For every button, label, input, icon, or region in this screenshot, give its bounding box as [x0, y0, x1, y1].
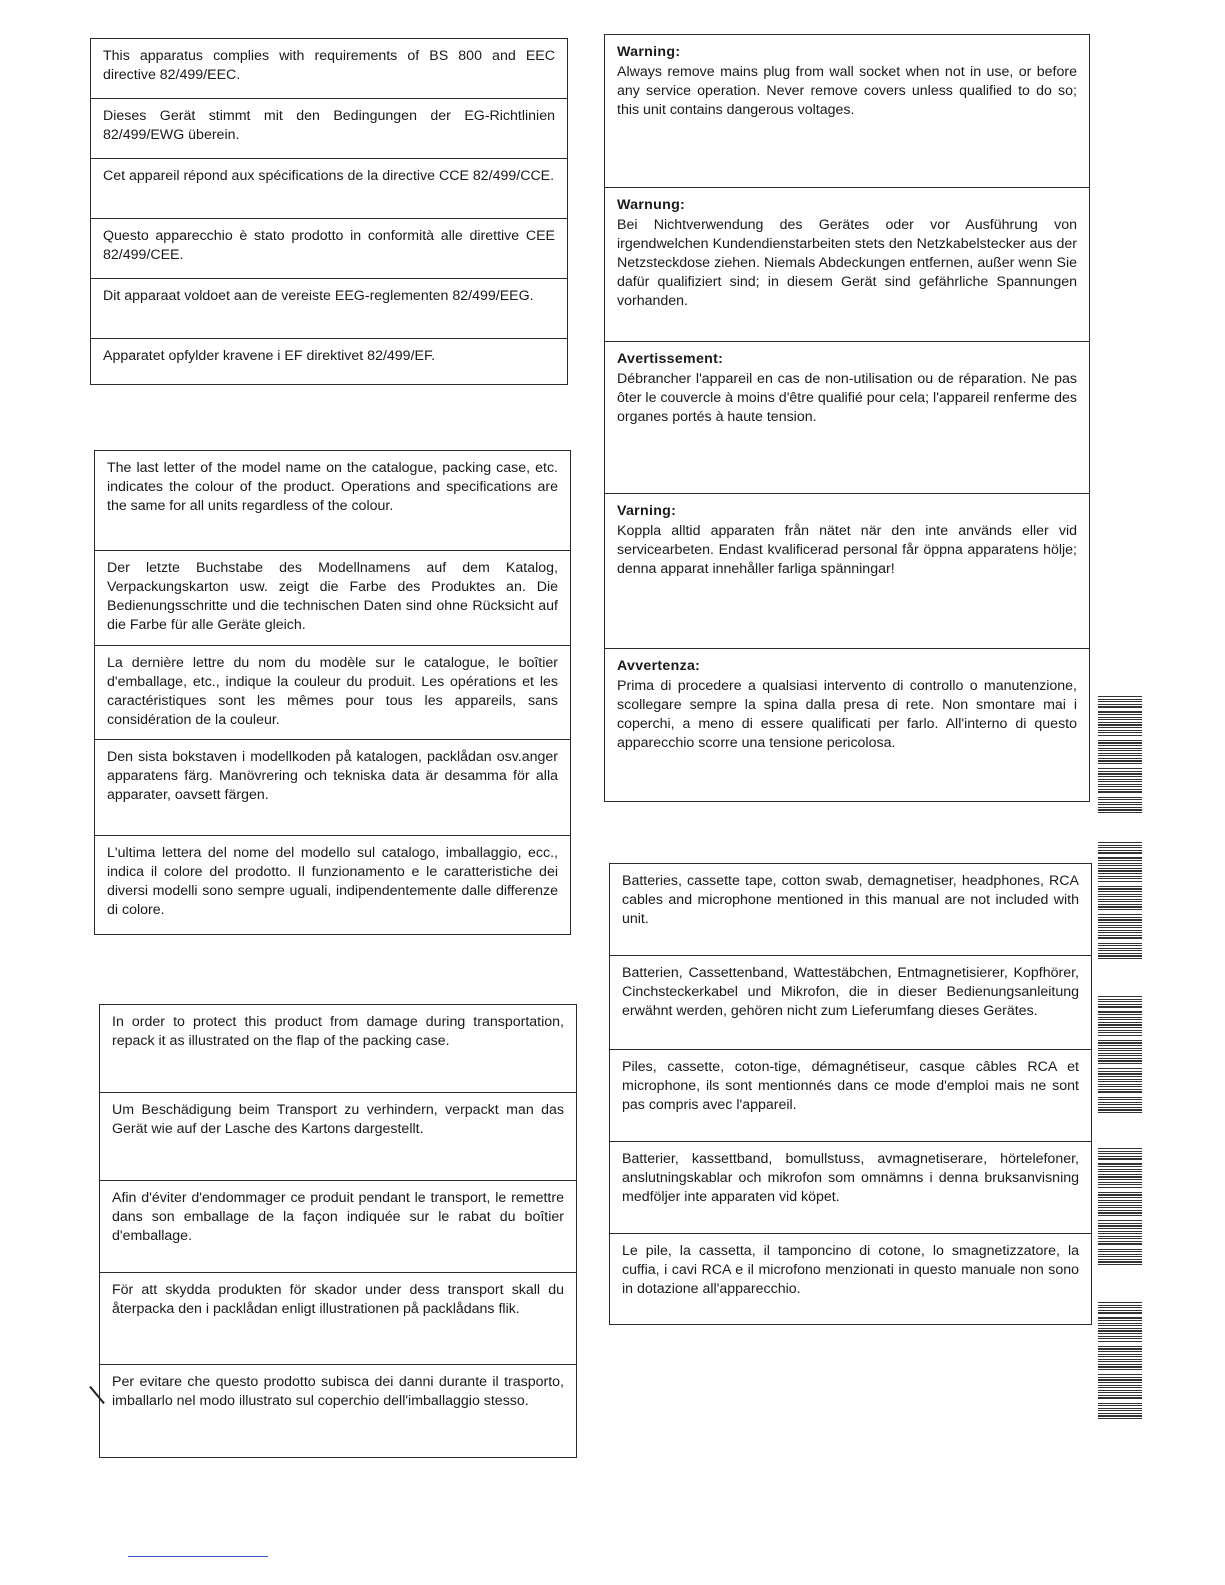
edge-bar-line: [1098, 1158, 1142, 1159]
edge-bar-line: [1098, 696, 1142, 697]
edge-bar-line: [1098, 996, 1142, 997]
edge-bar-line: [1098, 1238, 1142, 1239]
edge-bar-line: [1098, 1169, 1142, 1170]
edge-bar-line: [1098, 766, 1142, 767]
edge-bar-line: [1098, 950, 1142, 951]
edge-bar-line: [1098, 1179, 1142, 1180]
edge-bar-line: [1098, 860, 1142, 861]
edge-bar-line: [1098, 1249, 1142, 1250]
edge-bar-line: [1098, 1390, 1142, 1391]
edge-bar-line: [1098, 1320, 1142, 1321]
edge-bar-line: [1098, 1024, 1142, 1025]
edge-bar-line: [1098, 1009, 1142, 1010]
edge-bar-line: [1098, 1156, 1142, 1157]
edge-bar-line: [1098, 955, 1142, 956]
edge-bar-line: [1098, 1210, 1142, 1211]
edge-bar-line: [1098, 935, 1142, 936]
edge-bar-line: [1098, 891, 1142, 892]
edge-bar-line: [1098, 948, 1142, 949]
edge-bar-line: [1098, 881, 1142, 882]
compliance-it: Questo apparecchio è stato prodotto in conformità alle direttive CEE 82/499/CEE.: [91, 219, 567, 279]
edge-bar-line: [1098, 732, 1142, 733]
edge-bar-line: [1098, 1099, 1142, 1100]
edge-bar-line: [1098, 784, 1142, 785]
edge-bar-line: [1098, 1060, 1142, 1061]
edge-bar-line: [1098, 1302, 1142, 1303]
edge-bar-line: [1098, 876, 1142, 877]
edge-bar-line: [1098, 930, 1142, 931]
edge-bar-line: [1098, 1171, 1142, 1172]
compliance-de: Dieses Gerät stimmt mit den Bedingungen der EG-Richtlinien 82/499/EWG überein.: [91, 99, 567, 159]
transport-fr: Afin d'éviter d'endommager ce produit pendant le transport, le remettre dans son emballage de la façon indiquée sur le rabat du boîtier d'emballage.: [100, 1181, 576, 1273]
edge-bar-line: [1098, 1359, 1142, 1360]
edge-bar-line: [1098, 1382, 1142, 1383]
edge-bar-line: [1098, 1310, 1142, 1311]
edge-bar-line: [1098, 870, 1142, 871]
compliance-box: [90, 38, 568, 385]
edge-index-bars-5: [1098, 1302, 1142, 1421]
edge-bar-line: [1098, 1200, 1142, 1201]
edge-bar-line: [1098, 1189, 1142, 1190]
edge-bar-line: [1098, 1073, 1142, 1074]
warning-sv: Varning: Koppla alltid apparaten från nätet när den inte används eller vid servicearbeten. Endast kvalificerad personal får öppna apparatens hölje; denna apparat innehåller farliga spänningar!: [605, 494, 1089, 649]
edge-bar-line: [1098, 1102, 1142, 1103]
edge-bar-line: [1098, 1153, 1142, 1154]
edge-bar-line: [1098, 1336, 1142, 1337]
edge-bar-line: [1098, 865, 1142, 866]
edge-bar-line: [1098, 1112, 1142, 1113]
edge-bar-line: [1098, 714, 1142, 715]
compliance-fr: Cet appareil répond aux spécifications de la directive CCE 82/499/CCE.: [91, 159, 567, 219]
edge-bar-line: [1098, 750, 1142, 751]
edge-bar-line: [1098, 1212, 1142, 1213]
edge-bar-line: [1098, 1400, 1142, 1401]
edge-index-bars-1: [1098, 696, 1142, 815]
edge-bar-line: [1098, 1254, 1142, 1255]
edge-bar-line: [1098, 748, 1142, 749]
edge-bar-line: [1098, 855, 1142, 856]
edge-bar-line: [1098, 1225, 1142, 1226]
edge-bar-line: [1098, 1223, 1142, 1224]
edge-bar-line: [1098, 802, 1142, 803]
edge-bar-line: [1098, 1343, 1142, 1344]
edge-bar-line: [1098, 1104, 1142, 1105]
edge-bar-line: [1098, 1379, 1142, 1380]
edge-bar-line: [1098, 1215, 1142, 1216]
edge-bar-line: [1098, 1081, 1142, 1082]
edge-bar-line: [1098, 1207, 1142, 1208]
edge-index-bars-3: [1098, 996, 1142, 1115]
edge-bar-line: [1098, 943, 1142, 944]
edge-bar-line: [1098, 894, 1142, 895]
edge-bar-line: [1098, 1053, 1142, 1054]
edge-bar-line: [1098, 1035, 1142, 1036]
edge-bar-line: [1098, 1042, 1142, 1043]
edge-bar-line: [1098, 1048, 1142, 1049]
edge-bar-line: [1098, 1205, 1142, 1206]
edge-bar-line: [1098, 724, 1142, 725]
edge-bar-line: [1098, 699, 1142, 700]
edge-bar-line: [1098, 1325, 1142, 1326]
edge-bar-line: [1098, 745, 1142, 746]
edge-bar-line: [1098, 1243, 1142, 1244]
edge-bar-line: [1098, 1356, 1142, 1357]
edge-bar-line: [1098, 1351, 1142, 1352]
edge-bar-line: [1098, 758, 1142, 759]
edge-bar-line: [1098, 1246, 1142, 1247]
edge-bar-line: [1098, 1330, 1142, 1331]
edge-bar-line: [1098, 1374, 1142, 1375]
edge-bar-line: [1098, 1192, 1142, 1193]
edge-bar-line: [1098, 1058, 1142, 1059]
edge-bar-line: [1098, 847, 1142, 848]
transport-box: [99, 1004, 577, 1458]
edge-bar-line: [1098, 1063, 1142, 1064]
edge-bar-line: [1098, 1385, 1142, 1386]
edge-bar-line: [1098, 1076, 1142, 1077]
edge-bar-line: [1098, 1312, 1142, 1313]
bottom-rule: [128, 1556, 268, 1557]
edge-bar-line: [1098, 1251, 1142, 1252]
edge-bar-line: [1098, 1408, 1142, 1409]
accessories-box: [609, 863, 1092, 1325]
edge-bar-line: [1098, 1030, 1142, 1031]
edge-bar-line: [1098, 1027, 1142, 1028]
edge-bar-line: [1098, 1413, 1142, 1414]
edge-bar-line: [1098, 1387, 1142, 1388]
edge-bar-line: [1098, 797, 1142, 798]
transport-en: In order to protect this product from damage during transportation, repack it as illustrated on the flap of the packing case.: [100, 1005, 576, 1093]
edge-bar-line: [1098, 755, 1142, 756]
edge-bar-line: [1098, 768, 1142, 769]
edge-bar-line: [1098, 917, 1142, 918]
edge-bar-line: [1098, 1001, 1142, 1002]
edge-bar-line: [1098, 927, 1142, 928]
edge-bar-line: [1098, 1094, 1142, 1095]
accessories-fr: Piles, cassette, coton-tige, démagnétiseur, casque câbles RCA et microphone, ils sont mentionnés dans ce mode d'emploi mais ne sont pas compris avec l'appareil.: [610, 1050, 1091, 1142]
edge-bar-line: [1098, 735, 1142, 736]
edge-bar-line: [1098, 1014, 1142, 1015]
edge-bar-line: [1098, 899, 1142, 900]
edge-bar-line: [1098, 1261, 1142, 1262]
edge-bar-line: [1098, 1161, 1142, 1162]
accessories-de: Batterien, Cassettenband, Wattestäbchen, Entmagnetisierer, Kopfhörer, Cinchsteckerkabel und Mikrofon, die in dieser Bedienungsanleitung erwähnt werden, gehören nicht zum Lieferumfang dieses Gerätes.: [610, 956, 1091, 1050]
edge-bar-line: [1098, 709, 1142, 710]
edge-bar-line: [1098, 945, 1142, 946]
edge-bar-line: [1098, 717, 1142, 718]
edge-bar-line: [1098, 909, 1142, 910]
edge-bar-line: [1098, 873, 1142, 874]
edge-bar-line: [1098, 1202, 1142, 1203]
edge-bar-line: [1098, 1097, 1142, 1098]
edge-bar-line: [1098, 1346, 1142, 1347]
edge-index-bars-4: [1098, 1148, 1142, 1267]
edge-bar-line: [1098, 1089, 1142, 1090]
edge-bar-line: [1098, 1317, 1142, 1318]
edge-bar-line: [1098, 722, 1142, 723]
edge-bar-line: [1098, 1079, 1142, 1080]
transport-it: Per evitare che questo prodotto subisca dei danni durante il trasporto, imballarlo nel modo illustrato sul coperchio dell'imballaggio stesso.: [112, 1374, 564, 1409]
edge-index-bars-2: [1098, 842, 1142, 961]
edge-bar-line: [1098, 1418, 1142, 1419]
edge-bar-line: [1098, 1231, 1142, 1232]
edge-bar-line: [1098, 786, 1142, 787]
edge-bar-line: [1098, 804, 1142, 805]
edge-bar-line: [1098, 773, 1142, 774]
edge-bar-line: [1098, 1086, 1142, 1087]
edge-bar-line: [1098, 1084, 1142, 1085]
edge-bar-line: [1098, 1151, 1142, 1152]
warning-it: Avvertenza: Prima di procedere a qualsiasi intervento di controllo o manutenzione, scollegare sempre la spina dalla presa di rete. Non smontare mai i coperchi, a meno di essere qualificati per farlo. All'interno di questo apparecchio scorre una tensione pericolosa.: [617, 658, 1077, 751]
edge-bar-line: [1098, 904, 1142, 905]
edge-bar-line: [1098, 1066, 1142, 1067]
edge-bar-line: [1098, 932, 1142, 933]
edge-bar-line: [1098, 1040, 1142, 1041]
edge-bar-line: [1098, 896, 1142, 897]
edge-bar-line: [1098, 1107, 1142, 1108]
edge-bar-line: [1098, 1197, 1142, 1198]
edge-bar-line: [1098, 1091, 1142, 1092]
edge-bar-line: [1098, 1071, 1142, 1072]
warning-en: Warning: Always remove mains plug from wall socket when not in use, or before any service operation. Never remove covers unless qualified to do so; this unit contains dangerous voltages.: [605, 35, 1089, 188]
edge-bar-line: [1098, 789, 1142, 790]
edge-bar-line: [1098, 886, 1142, 887]
edge-bar-line: [1098, 740, 1142, 741]
edge-bar-line: [1098, 727, 1142, 728]
colour-note-de: Der letzte Buchstabe des Modellnamens auf dem Katalog, Verpackungskarton usw. zeigt die Farbe des Produktes an. Die Bedienungsschritte und die technischen Daten sind ohne Rücksicht auf die Farbe für alle Geräte gleich.: [95, 551, 570, 646]
edge-bar-line: [1098, 1006, 1142, 1007]
edge-bar-line: [1098, 1348, 1142, 1349]
edge-bar-line: [1098, 1241, 1142, 1242]
edge-bar-line: [1098, 999, 1142, 1000]
edge-bar-line: [1098, 760, 1142, 761]
edge-bar-line: [1098, 863, 1142, 864]
edge-bar-line: [1098, 919, 1142, 920]
edge-bar-line: [1098, 706, 1142, 707]
edge-bar-line: [1098, 1307, 1142, 1308]
edge-bar-line: [1098, 901, 1142, 902]
colour-note-it: L'ultima lettera del nome del modello sul catalogo, imballaggio, ecc., indica il colore del prodotto. Il funzionamento e le caratteristiche dei diversi modelli sono sempre uguali, indipendentemente dalle differenze di colore.: [107, 845, 558, 918]
edge-bar-line: [1098, 912, 1142, 913]
accessories-sv: Batterier, kassettband, bomullstuss, avmagnetiserare, hörtelefoner, anslutningskablar och mikrofon som omnämns i denna bruksanvisning medföljer inte apparaten vid köpet.: [610, 1142, 1091, 1234]
edge-bar-line: [1098, 1315, 1142, 1316]
accessories-en: Batteries, cassette tape, cotton swab, demagnetiser, headphones, RCA cables and microphone mentioned in this manual are not included with unit.: [610, 864, 1091, 956]
edge-bar-line: [1098, 1364, 1142, 1365]
compliance-en: This apparatus complies with requirements of BS 800 and EEC directive 82/499/EEC.: [91, 39, 567, 99]
edge-bar-line: [1098, 1194, 1142, 1195]
edge-bar-line: [1098, 1256, 1142, 1257]
edge-bar-line: [1098, 701, 1142, 702]
edge-bar-line: [1098, 1233, 1142, 1234]
edge-bar-line: [1098, 1109, 1142, 1110]
transport-sv: För att skydda produkten för skador under dess transport skall du återpacka den i packlådan enligt illustrationen på packlådans flik.: [100, 1273, 576, 1365]
edge-bar-line: [1098, 937, 1142, 938]
warning-box: [604, 34, 1090, 802]
edge-bar-line: [1098, 1333, 1142, 1334]
edge-bar-line: [1098, 1176, 1142, 1177]
edge-bar-line: [1098, 1004, 1142, 1005]
edge-bar-line: [1098, 1055, 1142, 1056]
edge-bar-line: [1098, 1361, 1142, 1362]
edge-bar-line: [1098, 771, 1142, 772]
edge-bar-line: [1098, 1022, 1142, 1023]
edge-bar-line: [1098, 1341, 1142, 1342]
edge-bar-line: [1098, 953, 1142, 954]
edge-bar-line: [1098, 906, 1142, 907]
edge-bar-line: [1098, 812, 1142, 813]
warning-fr: Avertissement: Débrancher l'appareil en cas de non-utilisation ou de réparation. Ne pas ôter le couvercle à moins d'être qualifié pour cela; l'appareil renferme des organes portés à haute tension.: [605, 342, 1089, 494]
edge-bar-line: [1098, 1372, 1142, 1373]
edge-bar-line: [1098, 704, 1142, 705]
edge-bar-line: [1098, 1166, 1142, 1167]
edge-bar-line: [1098, 1019, 1142, 1020]
edge-bar-line: [1098, 791, 1142, 792]
compliance-da: Apparatet opfylder kravene i EF direktivet 82/499/EF.: [103, 348, 436, 364]
edge-bar-line: [1098, 737, 1142, 738]
edge-bar-line: [1098, 1410, 1142, 1411]
edge-bar-line: [1098, 914, 1142, 915]
edge-bar-line: [1098, 1366, 1142, 1367]
edge-bar-line: [1098, 1220, 1142, 1221]
accessories-it: Le pile, la cassetta, il tamponcino di cotone, lo smagnetizzatore, la cuffia, i cavi RCA e il microfono menzionati in questo manuale non sono in dotazione all'apparecchio.: [622, 1243, 1079, 1297]
edge-bar-line: [1098, 1228, 1142, 1229]
edge-bar-line: [1098, 1397, 1142, 1398]
edge-bar-line: [1098, 1184, 1142, 1185]
edge-bar-line: [1098, 1415, 1142, 1416]
edge-bar-line: [1098, 781, 1142, 782]
edge-bar-line: [1098, 845, 1142, 846]
edge-bar-line: [1098, 922, 1142, 923]
edge-bar-line: [1098, 807, 1142, 808]
edge-bar-line: [1098, 857, 1142, 858]
colour-note-fr: La dernière lettre du nom du modèle sur le catalogue, le boîtier d'emballage, etc., indique la couleur du produit. Les opérations et les caractéristiques sont les mêmes pour tous les appareils, sans considération de la couleur.: [95, 646, 570, 740]
edge-bar-line: [1098, 1395, 1142, 1396]
edge-bar-line: [1098, 742, 1142, 743]
edge-bar-line: [1098, 1050, 1142, 1051]
edge-bar-line: [1098, 1011, 1142, 1012]
edge-bar-line: [1098, 1377, 1142, 1378]
edge-bar-line: [1098, 799, 1142, 800]
edge-bar-line: [1098, 1264, 1142, 1265]
edge-bar-line: [1098, 842, 1142, 843]
edge-bar-line: [1098, 1403, 1142, 1404]
edge-bar-line: [1098, 925, 1142, 926]
edge-bar-line: [1098, 958, 1142, 959]
edge-bar-line: [1098, 878, 1142, 879]
edge-bar-line: [1098, 809, 1142, 810]
edge-bar-line: [1098, 776, 1142, 777]
colour-note-box: [94, 450, 571, 935]
edge-bar-line: [1098, 1037, 1142, 1038]
edge-bar-line: [1098, 888, 1142, 889]
edge-bar-line: [1098, 1259, 1142, 1260]
edge-bar-line: [1098, 711, 1142, 712]
edge-bar-line: [1098, 1236, 1142, 1237]
edge-bar-line: [1098, 719, 1142, 720]
edge-bar-line: [1098, 1032, 1142, 1033]
edge-bar-line: [1098, 1174, 1142, 1175]
edge-bar-line: [1098, 1068, 1142, 1069]
edge-bar-line: [1098, 868, 1142, 869]
edge-bar-line: [1098, 940, 1142, 941]
edge-bar-line: [1098, 850, 1142, 851]
warning-de: Warnung: Bei Nichtverwendung des Gerätes oder vor Ausführung von irgendwelchen Kundendienstarbeiten stets den Netzkabelstecker aus der Netzsteckdose ziehen. Niemals Abdeckungen entfernen, außer wenn Sie dafür qualifiziert sind; in diesem Gerät sind gefährliche Spannungen vorhanden.: [605, 188, 1089, 342]
edge-bar-line: [1098, 1323, 1142, 1324]
colour-note-sv: Den sista bokstaven i modellkoden på katalogen, packlådan osv.anger apparatens färg. Manövrering och tekniska data är desamma för alla apparater, oavsett färgen.: [95, 740, 570, 836]
edge-bar-line: [1098, 763, 1142, 764]
edge-bar-line: [1098, 1182, 1142, 1183]
compliance-nl: Dit apparaat voldoet aan de vereiste EEG-reglementen 82/499/EEG.: [91, 279, 567, 339]
edge-bar-line: [1098, 1405, 1142, 1406]
edge-bar-line: [1098, 1218, 1142, 1219]
edge-bar-line: [1098, 1187, 1142, 1188]
edge-bar-line: [1098, 794, 1142, 795]
edge-bar-line: [1098, 1163, 1142, 1164]
edge-bar-line: [1098, 1305, 1142, 1306]
edge-bar-line: [1098, 1045, 1142, 1046]
edge-bar-line: [1098, 1017, 1142, 1018]
transport-de: Um Beschädigung beim Transport zu verhindern, verpackt man das Gerät wie auf der Lasche des Kartons dargestellt.: [100, 1093, 576, 1181]
edge-bar-line: [1098, 883, 1142, 884]
edge-bar-line: [1098, 1328, 1142, 1329]
edge-bar-line: [1098, 1369, 1142, 1370]
edge-bar-line: [1098, 1338, 1142, 1339]
edge-bar-line: [1098, 852, 1142, 853]
edge-bar-line: [1098, 779, 1142, 780]
edge-bar-line: [1098, 1148, 1142, 1149]
edge-bar-line: [1098, 753, 1142, 754]
edge-bar-line: [1098, 1354, 1142, 1355]
edge-bar-line: [1098, 1392, 1142, 1393]
edge-bar-line: [1098, 730, 1142, 731]
colour-note-en: The last letter of the model name on the catalogue, packing case, etc. indicates the colour of the product. Operations and specifications are the same for all units regardless of the colour.: [95, 451, 570, 551]
